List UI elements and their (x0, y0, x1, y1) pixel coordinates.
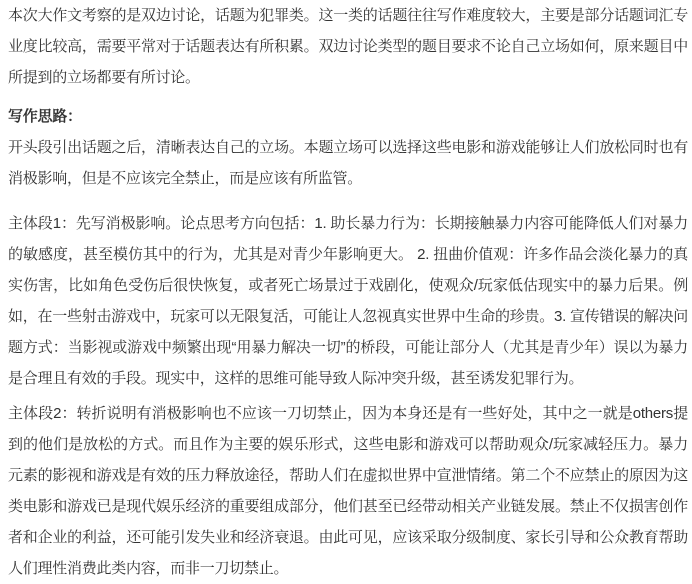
opening-paragraph: 开头段引出话题之后，清晰表达自己的立场。本题立场可以选择这些电影和游戏能够让人们放松同时也有消极影响，但是不应该完全禁止，而是应该有所监管。 (8, 139, 688, 187)
intro-paragraph: 本次大作文考察的是双边讨论，话题为犯罪类。这一类的话题往往写作难度较大，主要是部分话题词汇专业度比较高，需要平常对于话题表达有所积累。双边讨论类型的题目要求不论自己立场如何，原来题目中所提到的立场都要有所讨论。 (8, 7, 688, 86)
body-paragraph-1: 主体段1：先写消极影响。论点思考方向包括：1. 助长暴力行为：长期接触暴力内容可能降低人们对暴力的敏感度，甚至模仿其中的行为，尤其是对青少年影响更大。 2. 扭曲价值观：许多作品会淡化暴力的真实伤害，比如角色受伤后很快恢复，或者死亡场景过于戏剧化，使观众/玩家低估现实中的暴力后果。例如，在一些射击游戏中，玩家可以无限复活，可能让人忽视真实世界中生命的珍贵。3. 宣传错误的解决问题方式：当影视或游戏中频繁出现“用暴力解决一切”的桥段，可能让部分人（尤其是青少年）误以为暴力是合理且有效的手段。现实中，这样的思维可能导致人际冲突升级，甚至诱发犯罪行为。 (8, 215, 688, 387)
section-heading: 写作思路： (8, 108, 82, 125)
body-paragraph-2: 主体段2：转折说明有消极影响也不应该一刀切禁止，因为本身还是有一些好处，其中之一就是others提到的他们是放松的方式。而且作为主要的娱乐形式，这些电影和游戏可以帮助观众/玩家减轻压力。暴力元素的影视和游戏是有效的压力释放途径，帮助人们在虚拟世界中宣泄情绪。第二个不应禁止的原因为这类电影和游戏已是现代娱乐经济的重要组成部分，他们甚至已经带动相关产业链发展。禁止不仅损害创作者和企业的利益，还可能引发失业和经济衰退。由此可见，应该采取分级制度、家长引导和公众教育帮助人们理性消费此类内容，而非一刀切禁止。 (8, 405, 688, 577)
